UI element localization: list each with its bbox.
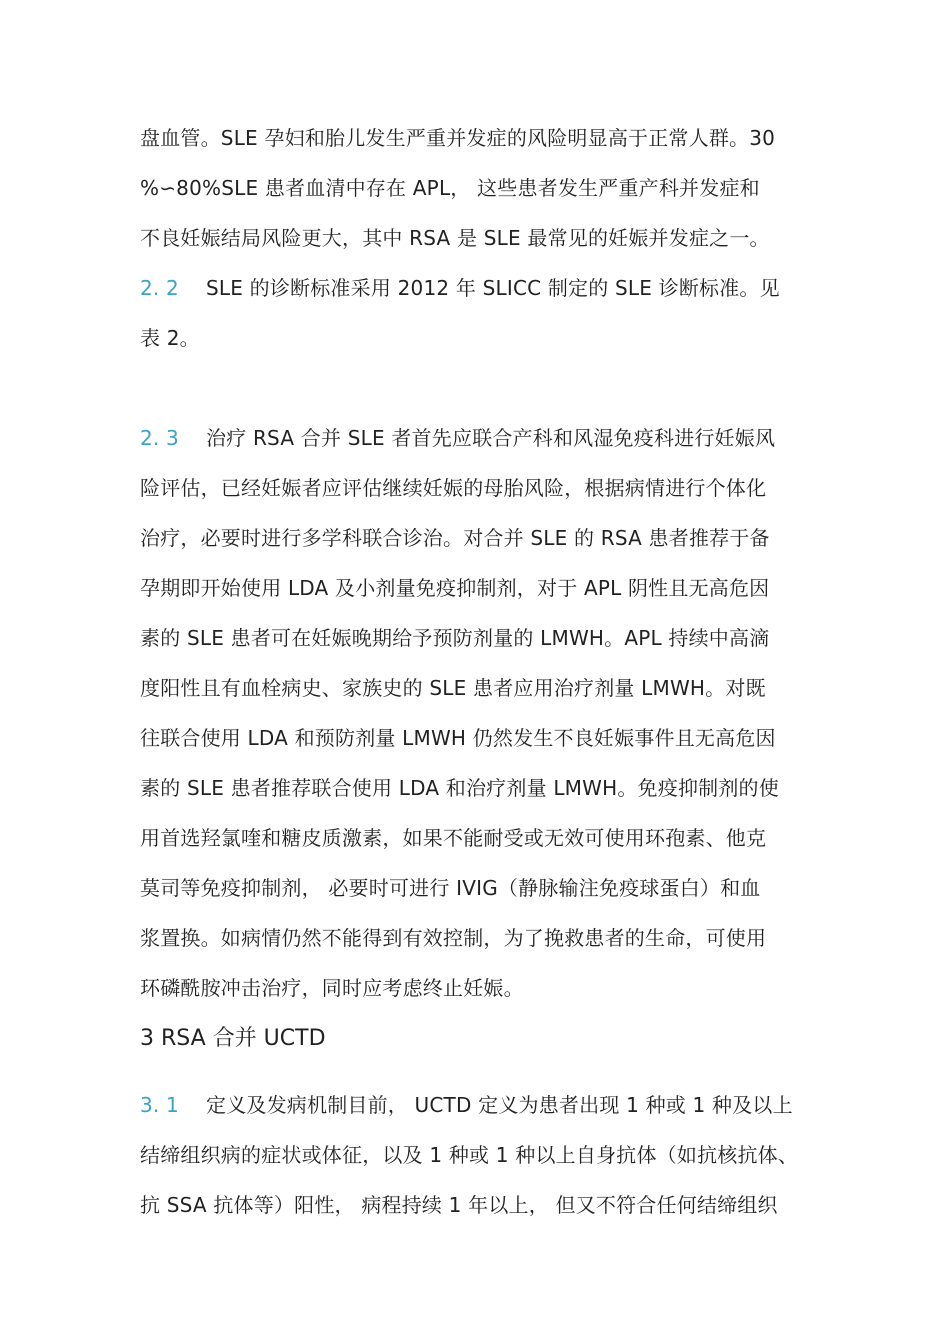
section-number: 2. 2 (140, 276, 179, 300)
paragraph-text: 治疗 RSA 合并 SLE 者首先应联合产科和风湿免疫科进行妊娠风 (206, 426, 776, 450)
paragraph-text: 定义及发病机制目前， UCTD 定义为患者出现 1 种或 1 种及以上 (206, 1093, 793, 1117)
section-number: 3. 1 (140, 1093, 179, 1117)
paragraph-line: 孕期即开始使用 LDA 及小剂量免疫抑制剂，对于 APL 阴性且无高危因 (140, 576, 770, 600)
paragraph-line: 素的 SLE 患者推荐联合使用 LDA 和治疗剂量 LMWH。免疫抑制剂的使 (140, 776, 779, 800)
section-3-1-first-line (140, 1091, 793, 1119)
paragraph-line: 盘血管。SLE 孕妇和胎儿发生严重并发症的风险明显高于正常人群。30 (140, 126, 776, 150)
paragraph-line: 抗 SSA 抗体等）阳性， 病程持续 1 年以上， 但又不符合任何结缔组织 (140, 1193, 778, 1217)
paragraph-line: 不良妊娠结局风险更大，其中 RSA 是 SLE 最常见的妊娠并发症之一。 (140, 226, 770, 250)
section-heading: 3 RSA 合并 UCTD (140, 1026, 326, 1051)
paragraph-text: SLE 的诊断标准采用 2012 年 SLICC 制定的 SLE 诊断标准。见 (206, 276, 780, 300)
paragraph-line: 往联合使用 LDA 和预防剂量 LMWH 仍然发生不良妊娠事件且无高危因 (140, 726, 776, 750)
section-number: 2. 3 (140, 426, 179, 450)
paragraph-line: 素的 SLE 患者可在妊娠晚期给予预防剂量的 LMWH。APL 持续中高滴 (140, 626, 770, 650)
paragraph-line: 度阳性且有血栓病史、家族史的 SLE 患者应用治疗剂量 LMWH。对既 (140, 676, 766, 700)
paragraph-line: 环磷酰胺冲击治疗，同时应考虑终止妊娠。 (140, 976, 524, 1000)
paragraph-line: 结缔组织病的症状或体征，以及 1 种或 1 种以上自身抗体（如抗核抗体、 (140, 1143, 799, 1167)
section-2-3-first-line (140, 424, 775, 452)
paragraph-line: 治疗，必要时进行多学科联合诊治。对合并 SLE 的 RSA 患者推荐于备 (140, 526, 770, 550)
paragraph-line: 莫司等免疫抑制剂， 必要时可进行 IVIG（静脉输注免疫球蛋白）和血 (140, 876, 761, 900)
paragraph-line: 险评估，已经妊娠者应评估继续妊娠的母胎风险，根据病情进行个体化 (140, 476, 767, 500)
paragraph-line: 浆置换。如病情仍然不能得到有效控制，为了挽救患者的生命，可使用 (140, 926, 767, 950)
section-2-2-first-line (140, 274, 780, 302)
paragraph-line: %∽80%SLE 患者血清中存在 APL， 这些患者发生严重产科并发症和 (140, 176, 760, 200)
paragraph-line: 表 2。 (140, 326, 200, 350)
paragraph-line: 用首选羟氯喹和糖皮质激素，如果不能耐受或无效可使用环孢素、他克 (140, 826, 767, 850)
